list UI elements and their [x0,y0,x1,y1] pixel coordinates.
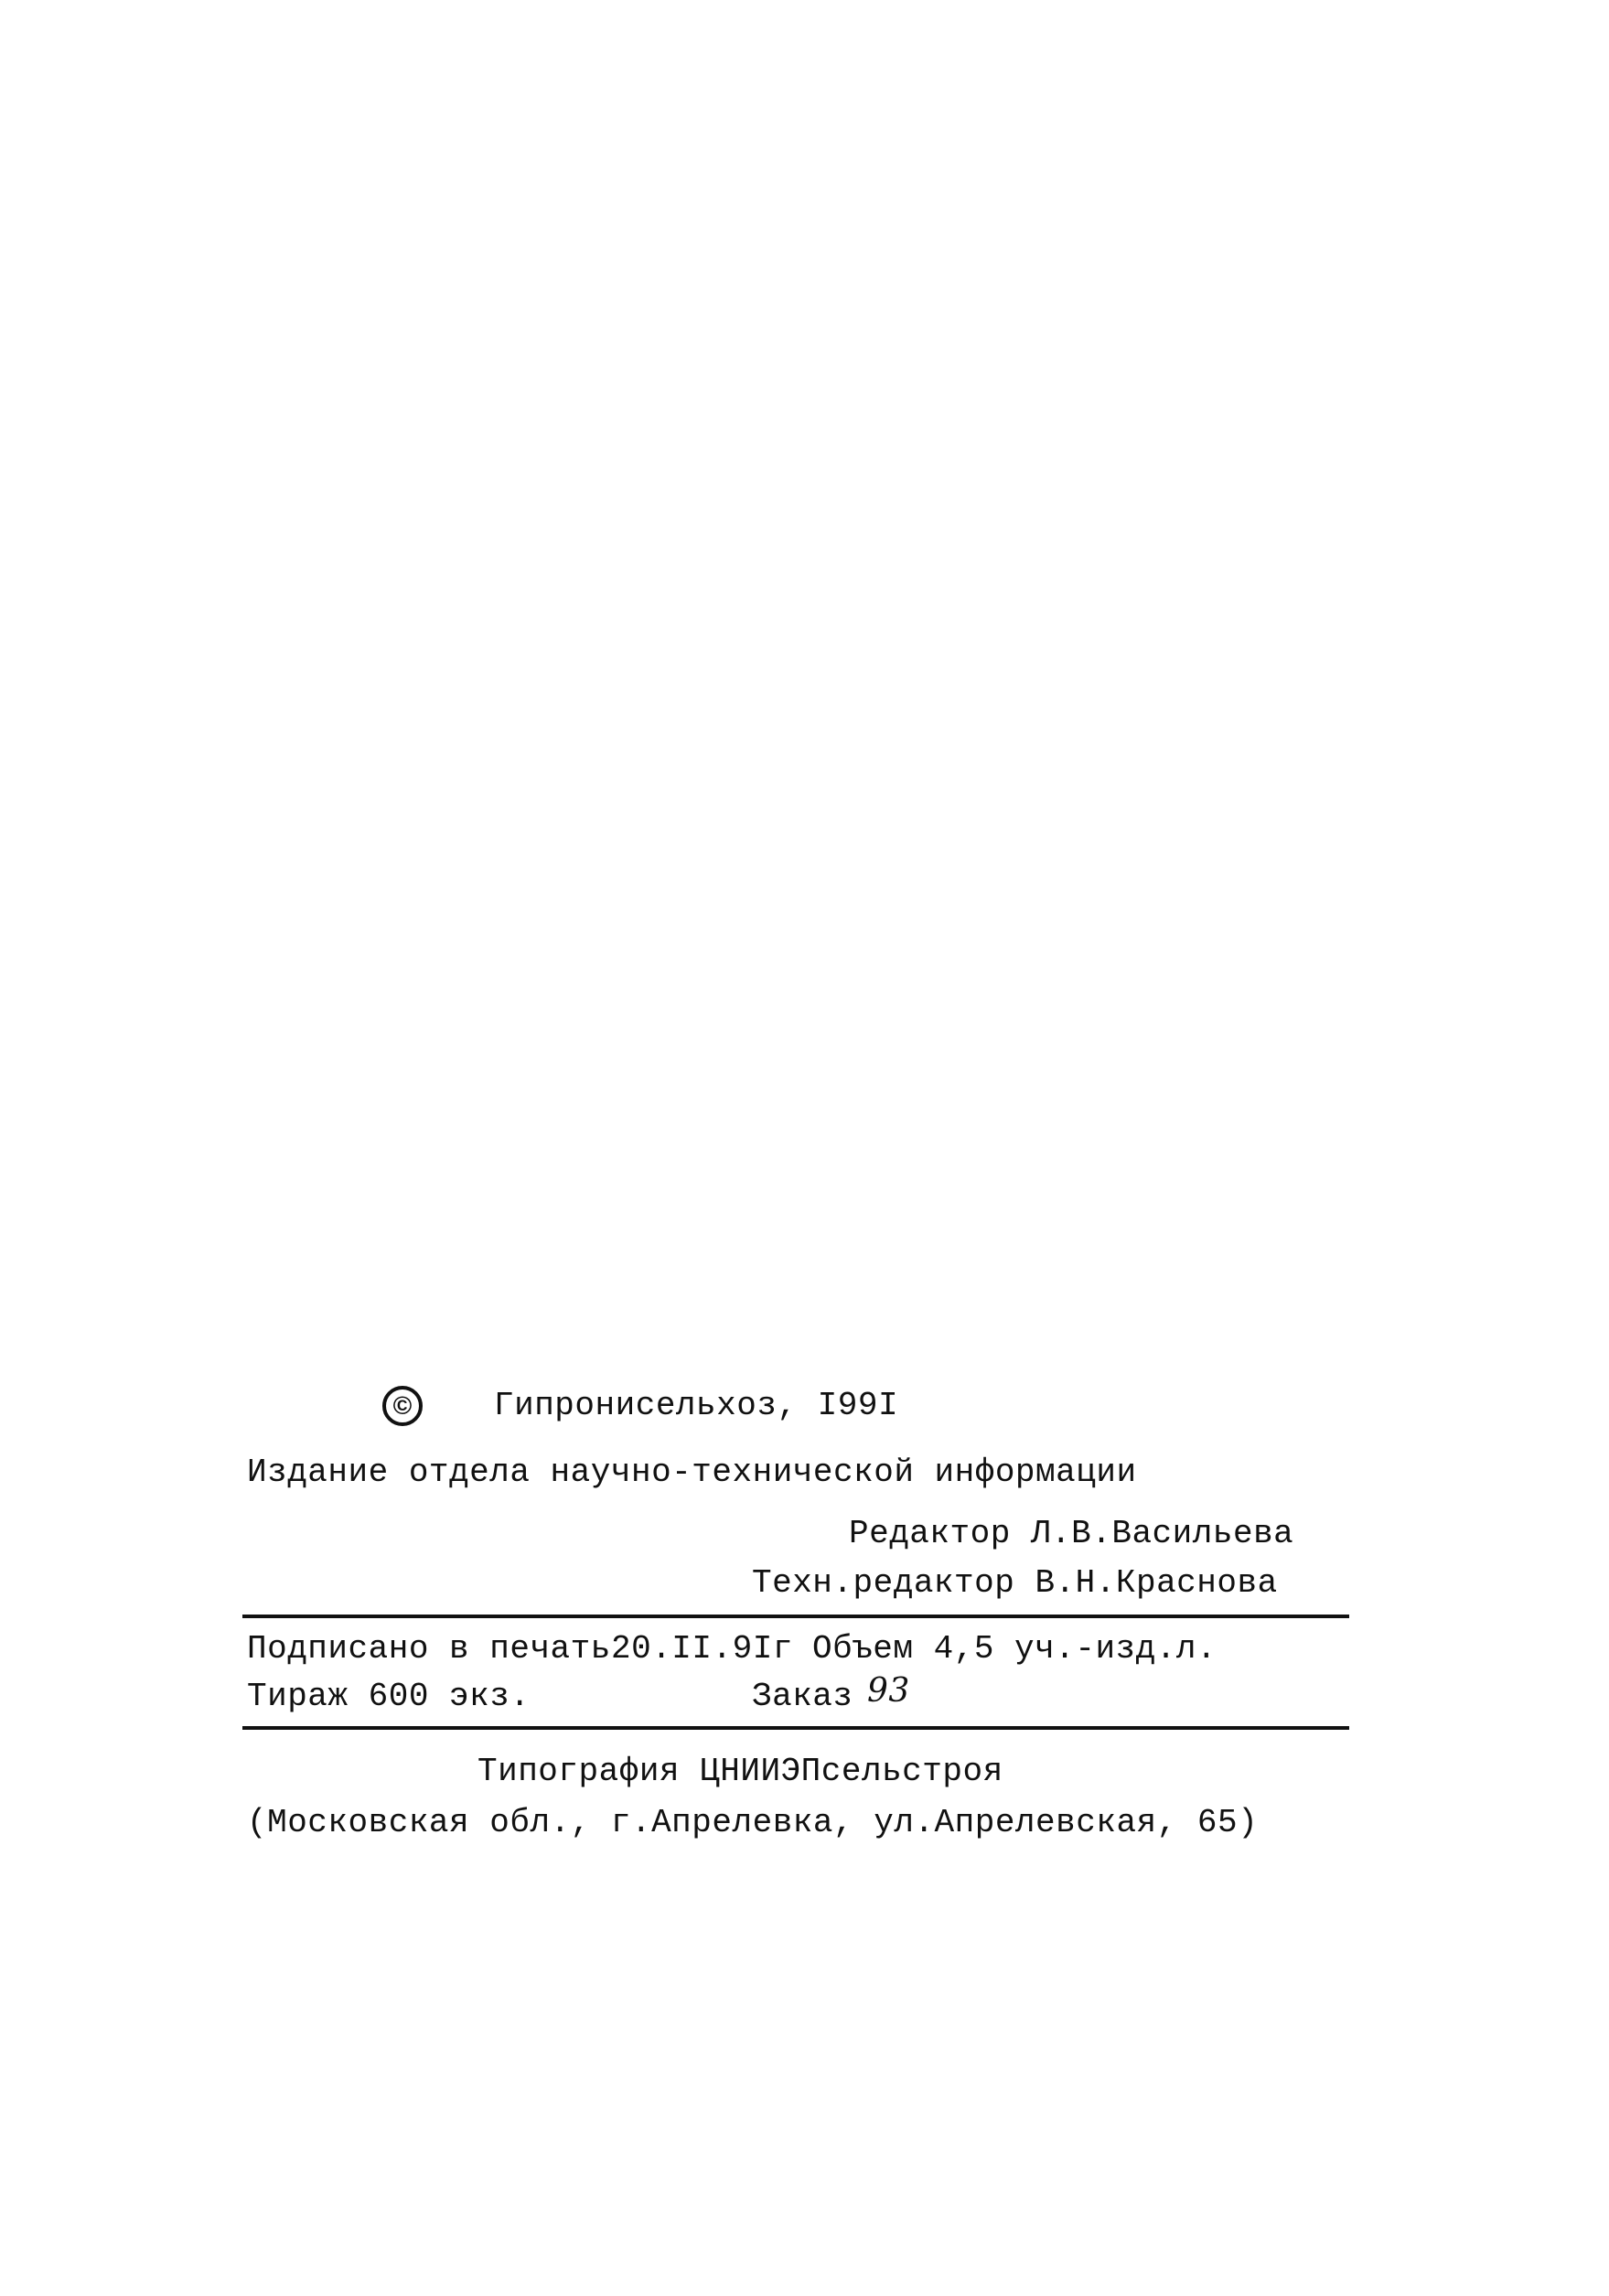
bottom-divider [242,1726,1349,1730]
address-line: (Московская обл., г.Апрелевка, ул.Апрелевская, 65) [247,1804,1259,1841]
print-run-line: Тираж 600 экз. [247,1678,531,1715]
order-number: 93 [867,1672,910,1710]
order-label: Заказ [752,1678,853,1715]
signed-date: 20.II.9Iг [611,1630,793,1668]
editor-line: Редактор Л.В.Васильева [849,1515,1294,1552]
publisher-year: Гипронисельхоз, I99I [494,1387,899,1424]
tech-editor-line: Техн.редактор В.Н.Краснова [752,1564,1278,1602]
copyright-icon: © [382,1386,423,1426]
edition-line: Издание отдела научно-технической информации [247,1454,1137,1491]
signed-label: Подписано в печать [247,1630,611,1668]
top-divider [242,1615,1349,1618]
volume-line: Объем 4,5 уч.-изд.л. [812,1630,1217,1668]
printing-house-line: Типография ЦНИИЭПсельстроя [477,1753,1003,1790]
